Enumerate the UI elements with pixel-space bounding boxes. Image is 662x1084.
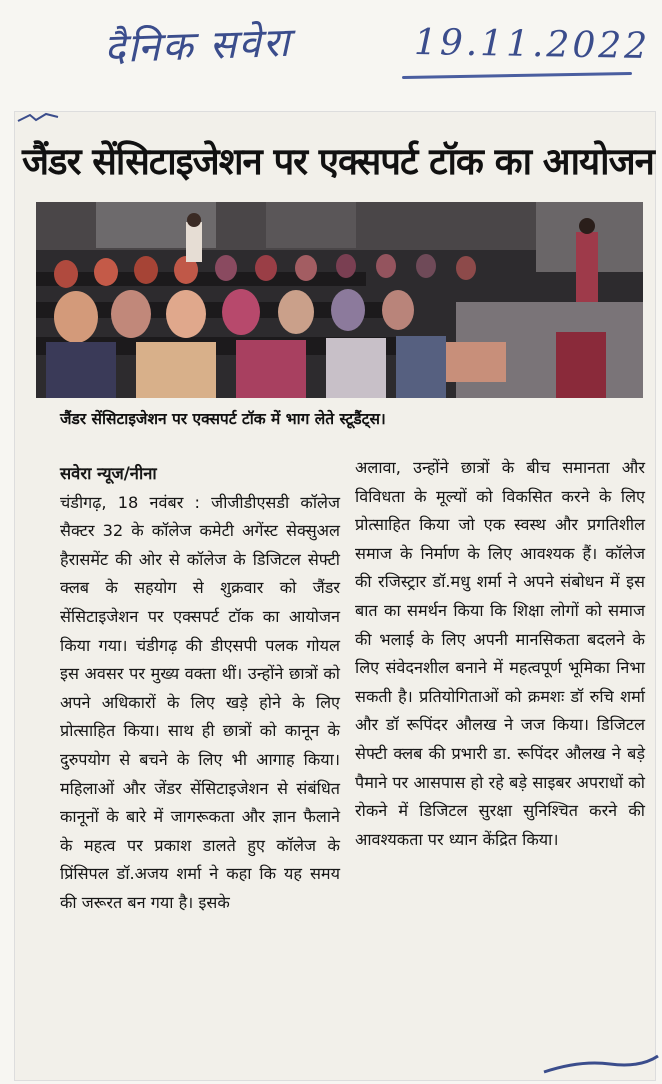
date-underline [402,72,632,79]
pen-mark-icon [16,112,60,124]
handwritten-header [92,6,652,90]
photo-illustration [36,202,643,398]
article-column-right [355,454,645,854]
article-headline: जैंडर सेंसिटाइजेशन पर एक्सपर्ट टॉक का आयोजन [22,140,654,183]
photo-caption: जैंडर सेंसिटाइजेशन पर एक्सपर्ट टॉक में भाग लेते स्टूडैंट्स। [60,410,386,428]
article-text-right: अलावा, उन्होंने छात्रों के बीच समानता और विविधता के मूल्यों को विकसित करने के लिए प्रोत्साहित किया जो एक स्वस्थ और प्रगतिशील समाज के निर्माण के लिए आवश्यक हैं। कॉलेज की रजिस्ट्रार डॉ.मधु शर्मा ने अपने संबोधन में इस बात का समर्थन किया कि शिक्षा लोगों को समाज की भलाई के लिए अपनी मानसिकता बदलने के लिए संवेदनशील बनाने में महत्वपूर्ण भूमिका निभा सकती है। प्रतियोगिताओं को क्रमशः डॉ रुचि शर्मा और डॉ रूपिंदर औलख ने जज किया। डिजिटल सेफ्टी क्लब की प्रभारी डा. रूपिंदर औलख ने बड़े पैमाने पर आसपास हो रहे बड़े साइबर अपराधों को रोकने में डिजिटल सुरक्षा सुनिश्चित करने की आवश्यकता पर ध्यान केंद्रित किया। [355,458,645,849]
ink-stroke-icon [540,1052,660,1078]
handwritten-date: 19.11.2022 [413,21,651,68]
article-text-left: चंडीगढ़, 18 नवंबर : जीजीडीएसडी कॉलेज सैक्टर 32 के कॉलेज कमेटी अगेंस्ट सेक्सुअल हैरासमेंट की ओर से कॉलेज के डिजिटल सेफ्टी क्लब के सहयोग से शुक्रवार को जैंडर सेंसिटाइजेशन पर एक्सपर्ट टॉक का आयोजन किया गया। चंडीगढ़ की डीएसपी पलक गोयल इस अवसर पर मुख्य वक्ता थीं। उन्होंने छात्रों को अपने अधिकारों के लिए खड़े होने के लिए प्रोत्साहित किया। साथ ही छात्रों को कानून के दुरुपयोग से बचने के लिए भी आगाह किया। महिलाओं और जेंडर सेंसिटाइजेशन से संबंधित कानूनों के बारे में जागरूकता और ज्ञान फैलाने के महत्व पर प्रकाश डालते हुए कॉलेज के प्रिंसिपल डॉ.अजय शर्मा ने कहा कि यह समय की जरूरत बन गया है। इसके [60,492,340,912]
article-column-left [60,460,340,918]
article-byline: सवेरा न्यूज/नीना [60,464,157,483]
audience-photo [36,202,643,398]
handwritten-paper-name: दैनिक सवेरा [103,19,293,73]
